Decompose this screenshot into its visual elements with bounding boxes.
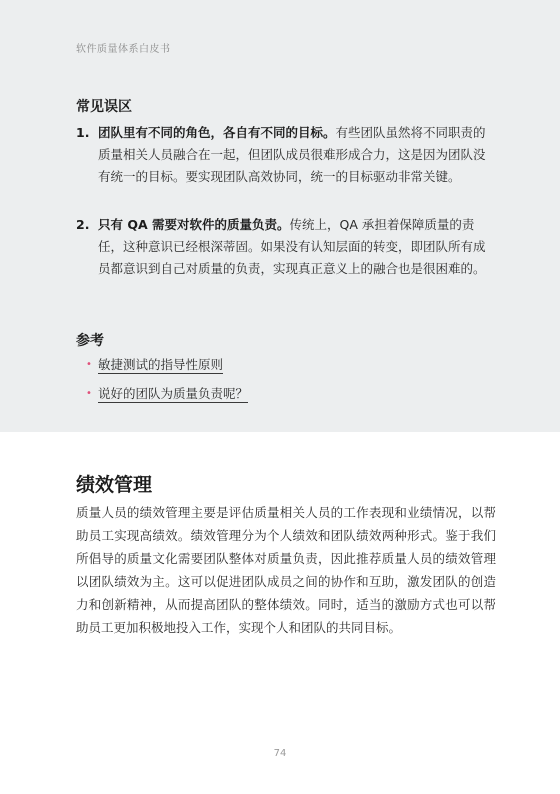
reference-link-team-quality[interactable]: 说好的团队为质量负责呢？	[98, 386, 249, 401]
bullet-dot-icon: •	[86, 359, 92, 370]
pitfall-lead: 只有 QA 需要对软件的质量负责。	[98, 217, 290, 232]
pitfall-item-1	[76, 122, 496, 188]
pitfall-number: 2.	[76, 217, 90, 232]
reference-link-agile-testing[interactable]: 敏捷测试的指导性原则	[98, 357, 224, 372]
performance-title: 绩效管理	[76, 474, 153, 496]
reference-item	[86, 385, 248, 403]
references-heading: 参考	[76, 333, 104, 349]
pitfall-body: 有些团队虽然将不同职责的质量相关人员融合在一起，但团队成员很难形成合力，这是因为团队没有统一的目标。要实现团队高效协同，统一的目标驱动非常关键。	[98, 125, 486, 184]
references-list	[86, 356, 248, 414]
pitfalls-heading: 常见误区	[76, 99, 132, 115]
performance-body: 质量人员的绩效管理主要是评估质量相关人员的工作表现和业绩情况，以帮助员工实现高绩效。绩效管理分为个人绩效和团队绩效两种形式。鉴于我们所倡导的质量文化需要团队整体对质量负责，因此推荐质量人员的绩效管理以团队绩效为主。这可以促进团队成员之间的协作和互助，激发团队的创造力和创新精神，从而提高团队的整体绩效。同时，适当的激励方式也可以帮助员工更加积极地投入工作，实现个人和团队的共同目标。	[76, 505, 496, 635]
pitfall-lead: 团队里有不同的角色，各自有不同的目标。	[98, 125, 336, 140]
reference-item	[86, 356, 248, 374]
pitfall-body: 传统上，QA 承担着保障质量的责任，这种意识已经根深蒂固。如果没有认知层面的转变，即团队所有成员都意识到自己对质量的负责，实现真正意义上的融合也是很困难的。	[98, 217, 486, 276]
page-number: 74	[273, 748, 287, 759]
pitfall-text	[98, 122, 496, 188]
pitfall-item-2	[76, 214, 496, 280]
pitfall-number: 1.	[76, 125, 90, 140]
pitfall-text	[98, 214, 496, 280]
bullet-dot-icon: •	[86, 388, 92, 399]
running-header: 软件质量体系白皮书	[76, 44, 171, 55]
